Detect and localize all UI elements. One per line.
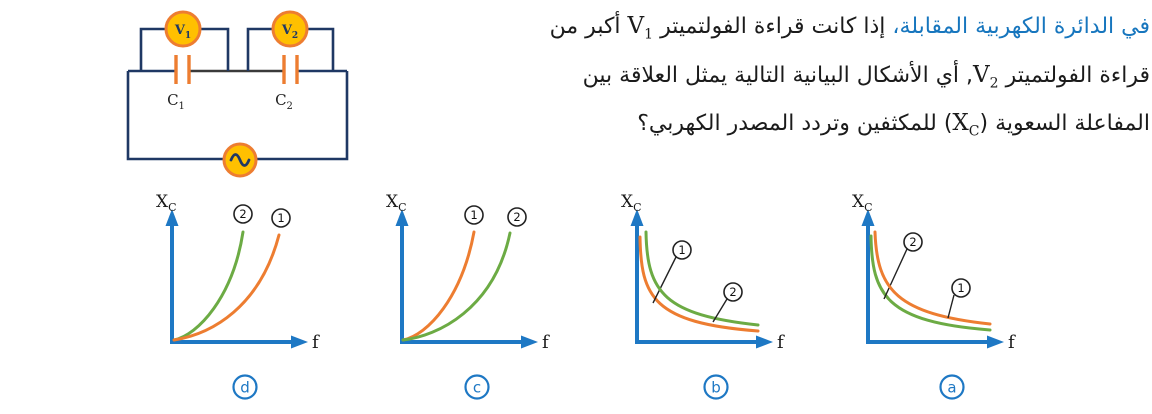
x-axis-arrow	[756, 336, 773, 349]
curve-1-number: 1	[277, 211, 285, 225]
capacitor-1-label: $C_1$	[167, 91, 185, 112]
curve-1	[403, 232, 474, 340]
reactance-symbol: $X_C$	[952, 110, 980, 140]
curve-1-number: 1	[678, 243, 686, 257]
option-graph-d	[140, 185, 330, 410]
circuit-wires	[128, 29, 347, 159]
voltmeter-2-label: $V_2$	[281, 23, 299, 41]
option-graph-c	[370, 185, 560, 410]
curve-1	[875, 232, 990, 324]
x-axis-label: f	[312, 332, 319, 353]
x-axis-arrow	[291, 336, 308, 349]
y-axis-label: $X_C$	[156, 192, 177, 214]
y-axis-label: $X_C$	[852, 192, 873, 214]
question-line-2: قراءة الفولتميتر $V_2$, أي الأشكال البيانية التالية يمثل العلاقة بين	[582, 61, 1150, 92]
question-text	[360, 6, 1150, 152]
curve-2	[174, 232, 243, 340]
option-badge-label-a[interactable]: a	[947, 378, 957, 397]
x-axis-label: f	[1008, 332, 1015, 353]
x-axis-label: f	[542, 332, 549, 353]
option-graph-a	[836, 185, 1026, 410]
x-axis-label: f	[777, 332, 784, 353]
option-badge-label-d[interactable]: d	[240, 378, 250, 397]
x-axis-arrow	[521, 336, 538, 349]
question-highlight: في الدائرة الكهربية المقابلة،	[892, 14, 1150, 39]
question-line-3: المفاعلة السعوية $(X_C)$ للمكثفين وتردد المصدر الكهربي؟	[637, 110, 1150, 140]
voltmeter-1-symbol: $V_1$	[627, 13, 654, 43]
curve-2	[646, 232, 758, 325]
voltmeter-2-symbol: $V_2$	[973, 61, 999, 92]
circuit-diagram	[110, 8, 360, 180]
curve-2-number: 2	[729, 285, 737, 299]
curve-2-number: 2	[513, 210, 521, 224]
graph-canvas-d	[140, 185, 330, 410]
capacitor-plates	[176, 55, 297, 84]
curve-1-pointer-line	[948, 295, 954, 318]
graph-canvas-b	[605, 185, 795, 410]
x-axis-arrow	[987, 336, 1004, 349]
option-graph-b	[605, 185, 795, 410]
capacitor-2-label: $C_2$	[275, 91, 293, 112]
question-line-1: في الدائرة الكهربية المقابلة، إذا كانت قراءة الفولتميتر $V_1$ أكبر من	[549, 13, 1150, 43]
curve-1-number: 1	[957, 281, 965, 295]
y-axis-label: $X_C$	[386, 192, 407, 214]
graph-canvas-a	[836, 185, 1026, 410]
voltmeter-1-label: $V_1$	[174, 23, 192, 41]
y-axis-label: $X_C$	[621, 192, 642, 214]
graph-canvas-c	[370, 185, 560, 410]
option-badge-label-b[interactable]: b	[711, 378, 721, 397]
curve-2-number: 2	[239, 207, 247, 221]
curve-1-number: 1	[470, 208, 478, 222]
option-badge-label-c[interactable]: c	[472, 378, 482, 397]
curve-2-number: 2	[909, 235, 917, 249]
